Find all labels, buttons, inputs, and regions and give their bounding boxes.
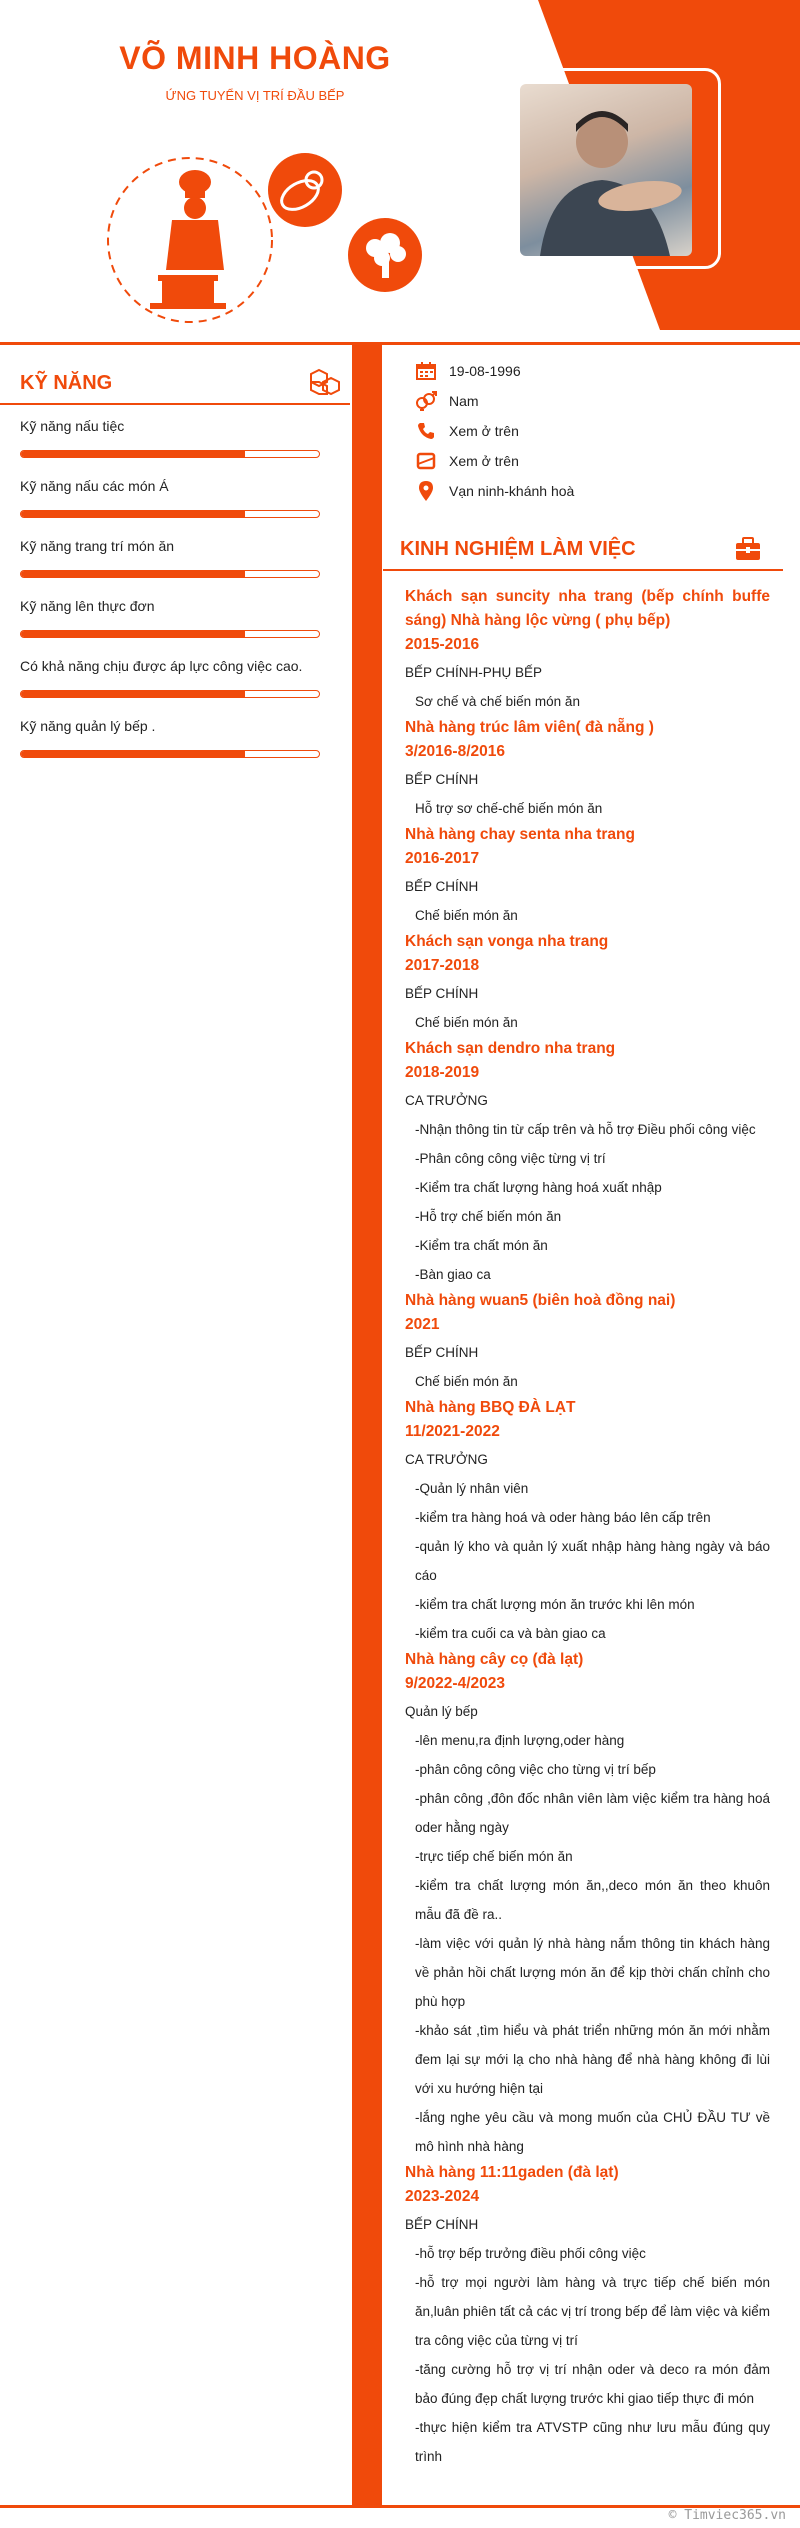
gender-value: Nam <box>449 393 479 409</box>
job-entry <box>405 716 770 823</box>
job-role: CA TRƯỞNG <box>405 1093 488 1108</box>
skill-bar-fill <box>21 691 245 697</box>
address-row <box>415 479 574 503</box>
job-company: Nhà hàng chay senta nha trang <box>405 826 635 843</box>
job-duty: -quản lý kho và quản lý xuất nhập hàng hàng ngày và báo cáo <box>415 1539 770 1583</box>
job-company: Nhà hàng trúc lâm viên( đà nẵng ) <box>405 719 654 736</box>
job-date: 2016-2017 <box>405 850 480 867</box>
job-duty: -Nhận thông tin từ cấp trên và hỗ trợ Điều phối công việc <box>415 1122 756 1137</box>
job-company: Nhà hàng 11:11gaden (đà lạt) <box>405 2164 619 2181</box>
job-duty: -hỗ trợ bếp trưởng điều phối công việc <box>415 2246 646 2261</box>
job-entry <box>405 585 770 716</box>
skill-bar <box>20 750 320 758</box>
job-duty: -phân công công việc cho từng vị trí bếp <box>415 1762 656 1777</box>
birthday-value: 19-08-1996 <box>449 363 521 379</box>
job-role: BẾP CHÍNH <box>405 2217 479 2232</box>
job-entry <box>405 930 770 1037</box>
experience-title: KINH NGHIỆM LÀM VIỆC <box>400 538 636 560</box>
chef-illustration <box>100 150 440 330</box>
vegetables-icon <box>268 153 342 227</box>
skills-sidebar <box>0 345 350 2485</box>
avatar <box>520 84 692 256</box>
skill-bar-fill <box>21 631 245 637</box>
job-duty: Chế biến món ăn <box>415 1374 518 1389</box>
skill-bar <box>20 510 320 518</box>
skills-title: KỸ NĂNG <box>20 372 113 394</box>
job-duty: -lên menu,ra định lượng,oder hàng <box>415 1733 625 1748</box>
job-role: BẾP CHÍNH <box>405 986 479 1001</box>
job-duty: -thực hiện kiểm tra ATVSTP cũng như lưu mẫu đúng quy trình <box>415 2420 770 2464</box>
skill-bar <box>20 450 320 458</box>
job-company: Nhà hàng cây cọ (đà lạt) <box>405 1651 584 1668</box>
job-entry <box>405 1037 770 1289</box>
job-duty: -khảo sát ,tìm hiểu và phát triển những món ăn mới nhằm đem lại sự mới lạ cho nhà hàng để nhà hàng không đi lùi với xu hướng hiện tại <box>415 2023 770 2096</box>
phone-value: Xem ở trên <box>449 423 519 439</box>
address-value: Vạn ninh-khánh hoà <box>449 483 575 499</box>
email-value: Xem ở trên <box>449 453 519 469</box>
job-entry <box>405 823 770 930</box>
chef-cooking-icon <box>150 170 226 309</box>
job-duty: -làm việc với quản lý nhà hàng nắm thông tin khách hàng về phản hồi chất lượng món ăn để kịp thời chấn chỉnh cho phù hợp <box>415 1936 770 2009</box>
skill-label: Kỹ năng nấu các món Á <box>20 478 169 494</box>
job-duty: Chế biến món ăn <box>415 908 518 923</box>
job-duty: -trực tiếp chế biến món ăn <box>415 1849 573 1864</box>
job-duty: -kiểm tra hàng hoá và oder hàng báo lên cấp trên <box>415 1510 711 1525</box>
job-date: 2021 <box>405 1316 440 1333</box>
skill-item <box>20 478 320 518</box>
location-pin-icon <box>415 481 437 501</box>
job-role: BẾP CHÍNH <box>405 879 479 894</box>
job-duty: -Kiểm tra chất món ăn <box>415 1238 548 1253</box>
skill-label: Kỹ năng trang trí món ăn <box>20 538 175 554</box>
job-duty: -kiểm tra cuối ca và bàn giao ca <box>415 1626 606 1641</box>
blocks-icon <box>310 368 340 396</box>
skill-item <box>20 538 320 578</box>
job-entry <box>405 1648 770 2161</box>
job-date: 9/2022-4/2023 <box>405 1675 505 1692</box>
skill-bar-fill <box>21 751 245 757</box>
job-duty: -lắng nghe yêu cầu và mong muốn của CHỦ ĐẦU TƯ về mô hình nhà hàng <box>415 2110 770 2154</box>
cv-header <box>0 0 800 345</box>
job-company: Khách sạn vonga nha trang <box>405 933 609 950</box>
job-date: 2015-2016 <box>405 636 480 653</box>
skill-item <box>20 718 320 758</box>
skill-label: Kỹ năng quản lý bếp . <box>20 718 156 734</box>
job-date: 11/2021-2022 <box>405 1423 500 1440</box>
skill-bar-fill <box>21 451 245 457</box>
job-duty: -Phân công công việc từng vị trí <box>415 1151 606 1166</box>
skill-bar <box>20 690 320 698</box>
job-entry <box>405 2161 770 2471</box>
job-duty: -Kiểm tra chất lượng hàng hoá xuất nhập <box>415 1180 662 1195</box>
job-duty: -phân công ,đôn đốc nhân viên làm việc kiểm tra hàng hoá oder hằng ngày <box>415 1791 770 1835</box>
skill-bar-fill <box>21 571 245 577</box>
experience-underline <box>383 569 783 571</box>
gender-icon <box>415 391 437 411</box>
job-role: BẾP CHÍNH-PHỤ BẾP <box>405 665 543 680</box>
job-duty: -Hỗ trợ chế biến món ăn <box>415 1209 562 1224</box>
skill-bar <box>20 630 320 638</box>
column-divider <box>352 345 382 2505</box>
job-duty: -kiểm tra chất lượng món ăn trước khi lên món <box>415 1597 695 1612</box>
job-duty: Hỗ trợ sơ chế-chế biến món ăn <box>415 801 603 816</box>
job-entry <box>405 1289 770 1396</box>
skill-label: Có khả năng chịu được áp lực công việc cao. <box>20 658 303 674</box>
job-duty: Sơ chế và chế biến món ăn <box>415 694 580 709</box>
job-duty: -hỗ trợ mọi người làm hàng và trực tiếp chế biến món ăn,luân phiên tất cả các vị trí trong bếp để làm việc và kiểm tra công việc của từng vị trí <box>415 2275 770 2348</box>
job-company: Nhà hàng BBQ ĐÀ LẠT <box>405 1399 576 1416</box>
job-date: 3/2016-8/2016 <box>405 743 505 760</box>
email-row <box>415 449 519 473</box>
job-role: BẾP CHÍNH <box>405 772 479 787</box>
skill-label: Kỹ năng lên thực đơn <box>20 598 155 614</box>
job-duty: Chế biến món ăn <box>415 1015 518 1030</box>
skill-bar-fill <box>21 511 245 517</box>
job-role: BẾP CHÍNH <box>405 1345 479 1360</box>
job-date: 2017-2018 <box>405 957 480 974</box>
candidate-name: VÕ MINH HOÀNG <box>119 40 391 76</box>
job-duty: -Bàn giao ca <box>415 1267 491 1282</box>
job-role: CA TRƯỞNG <box>405 1452 488 1467</box>
skill-item <box>20 658 320 698</box>
job-date: 2018-2019 <box>405 1064 480 1081</box>
phone-icon <box>415 421 437 441</box>
job-date: 2023-2024 <box>405 2188 480 2205</box>
skill-item <box>20 418 320 458</box>
experience-list <box>405 585 770 2471</box>
birthday-row <box>415 359 521 383</box>
job-company: Khách sạn dendro nha trang <box>405 1040 616 1057</box>
email-icon <box>415 451 437 471</box>
briefcase-icon <box>735 537 761 561</box>
skill-label: Kỹ năng nấu tiệc <box>20 418 125 434</box>
job-company: Khách sạn suncity nha trang (bếp chính buffe sáng) Nhà hàng lộc vừng ( phụ bếp) <box>405 588 770 629</box>
phone-row <box>415 419 519 443</box>
job-duty: -Quản lý nhân viên <box>415 1481 529 1496</box>
job-duty: -kiểm tra chất lượng món ăn,,deco món ăn theo khuôn mẫu đã đề ra.. <box>415 1878 770 1922</box>
skill-bar <box>20 570 320 578</box>
job-duty: -tăng cường hỗ trợ vị trí nhận oder và deco ra món đảm bảo đúng đẹp chất lượng trước khi giao tiếp thực đi món <box>415 2362 770 2406</box>
job-company: Nhà hàng wuan5 (biên hoà đồng nai) <box>405 1292 676 1309</box>
job-entry <box>405 1396 770 1648</box>
candidate-position: ỨNG TUYỂN VỊ TRÍ ĐẦU BẾP <box>165 88 345 103</box>
skills-underline <box>0 403 350 405</box>
skill-item <box>20 598 320 638</box>
calendar-icon <box>415 361 437 381</box>
job-role: Quản lý bếp <box>405 1704 478 1719</box>
broccoli-icon <box>348 218 422 292</box>
gender-row <box>415 389 479 413</box>
watermark: © Timviec365.vn <box>668 2508 786 2523</box>
